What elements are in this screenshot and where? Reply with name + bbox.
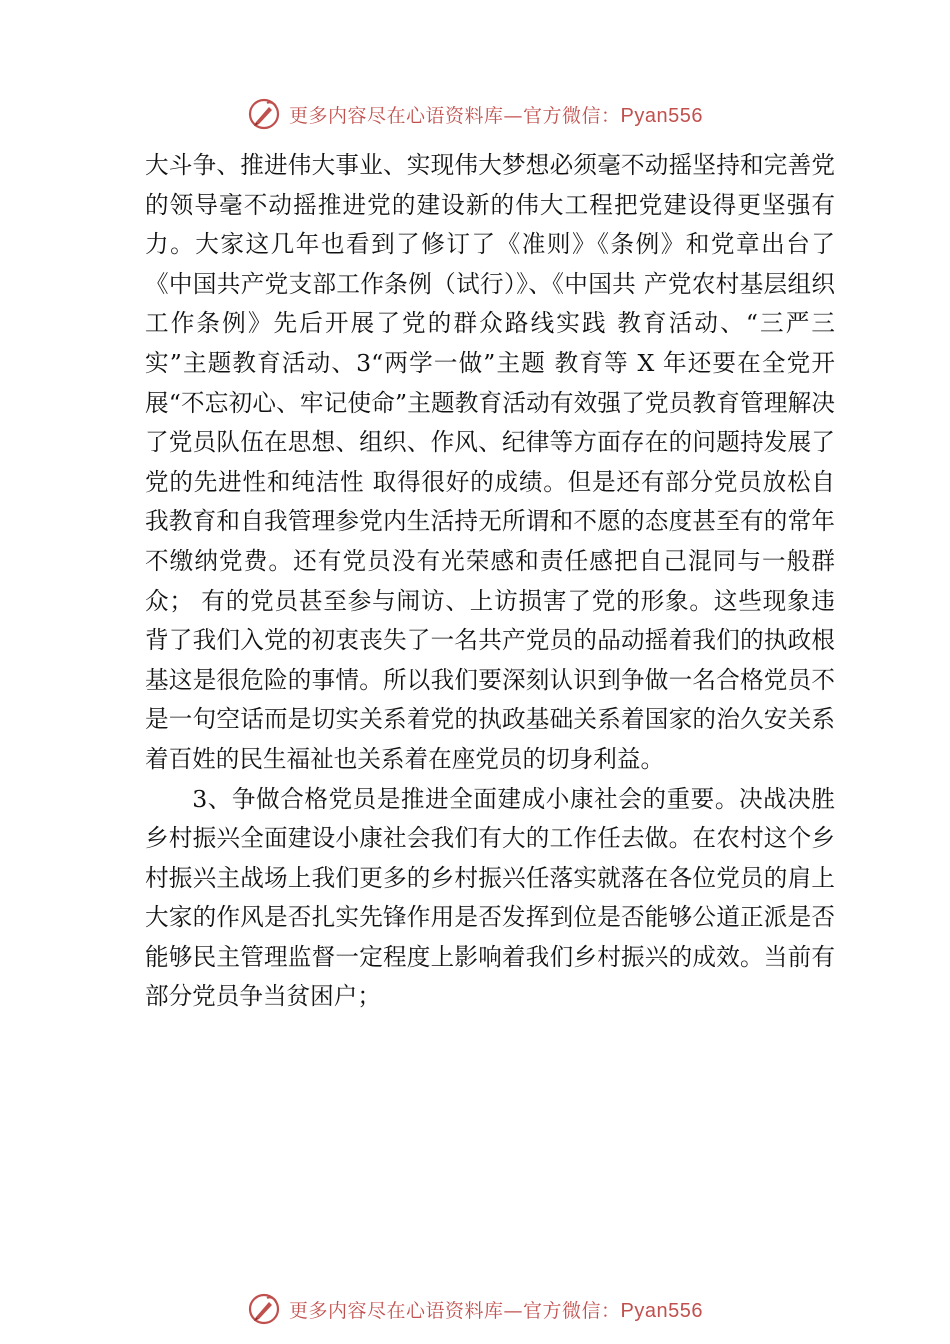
watermark-id: Pyan556 [620, 104, 703, 127]
paragraph-2: 3、争做合格党员是推进全面建成小康社会的重要。决战决胜乡村振兴全面建设小康社会我们有大的工作任去做。在农村这个乡村振兴主战场上我们更多的乡村振兴任落实就落在各位党员的肩上大家的作风是否扎实先锋作用是否发挥到位是否能够公道正派是否能够民主管理监督一定程度上影响着我们乡村振兴的成效。当前有部分党员争当贫困户； [145, 784, 835, 1011]
watermark-text: 更多内容尽在心语资料库—官方微信：Pyan556 [289, 1299, 703, 1322]
pen-in-circle-logo-icon [247, 97, 281, 131]
watermark-text: 更多内容尽在心语资料库—官方微信：Pyan556 [289, 104, 703, 127]
footer-watermark [0, 1289, 950, 1329]
watermark-id: Pyan556 [620, 1299, 703, 1322]
header-watermark [0, 94, 950, 134]
document-body [145, 146, 835, 1017]
paragraph-1: 大斗争、推进伟大事业、实现伟大梦想必须毫不动摇坚持和完善党的领导毫不动摇推进党的建设新的伟大工程把党建设得更坚强有力。大家这几年也看到了修订了《准则》《条例》和党章出台了《中国共产党支部工作条例（试行）》、《中国共 产党农村基层组织工作条例》先后开展了党的群众路线实践 教育活动、“三严三实”主题教育活动、3“两学一做”主题 教育等 X 年还要在全党开展“不忘初心、牢记使命”主题教育活动有效强了党员教育管理解决了党员队伍在思想、组织、作风、纪律等方面存在的问题持发展了党的先进性和纯洁性 取得很好的成绩。但是还有部分党员放松自我教育和自我管理参党内生活持无所谓和不愿的态度甚至有的常年不缴纳党费。还有党员没有光荣感和责任感把自己混同与一般群众； 有的党员甚至参与闹访、上访损害了党的形象。这些现象违背了我们入党的初衷丧失了一名共产党员的品动摇着我们的执政根基这是很危险的事情。所以我们要深刻认识到争做一名合格党员不是一句空话而是切实关系着党的执政基础关系着国家的治久安关系着百姓的民生福祉也关系着在座党员的切身利益。 [145, 151, 835, 773]
pen-in-circle-logo-icon [247, 1292, 281, 1326]
